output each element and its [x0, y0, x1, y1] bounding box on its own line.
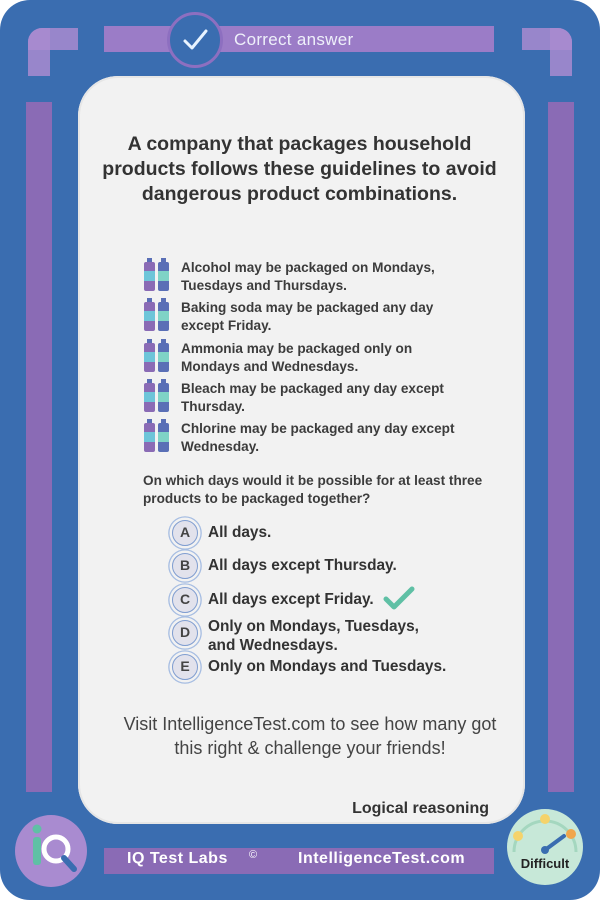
frame-right-side: [548, 102, 574, 792]
rule-text: Alcohol may be packaged on Mondays, Tuesdays and Thursdays.: [181, 260, 435, 293]
option-text: All days except Friday.: [208, 591, 374, 608]
copyright-symbol: ©: [249, 849, 258, 861]
rule-item: [142, 420, 472, 456]
option-text: Only on Mondays, Tuesdays, and Wednesdays.: [208, 618, 419, 654]
bottles-icon: [142, 339, 172, 373]
option-text: All days.: [208, 524, 272, 541]
bottles-icon: [142, 379, 172, 413]
iq-magnifier-logo: [15, 815, 87, 887]
difficulty-label: Difficult: [520, 856, 570, 871]
bottles-icon: [142, 298, 172, 332]
checkmark-icon: [382, 585, 416, 613]
option-text: Only on Mondays and Tuesdays.: [208, 658, 447, 675]
option-letter: A: [172, 520, 198, 546]
brand-site[interactable]: IntelligenceTest.com: [298, 850, 466, 867]
gauge-icon: [506, 808, 584, 886]
status-label: Correct answer: [234, 30, 354, 49]
option-letter: C: [172, 587, 198, 613]
question-prompt: On which days would it be possible for at least three products to be packaged together?: [143, 473, 483, 506]
bottles-icon: [142, 258, 172, 292]
check-icon: [170, 15, 220, 65]
rule-item: [142, 380, 472, 416]
bottles-icon: [142, 419, 172, 453]
rule-item: [142, 340, 472, 376]
option-letter: E: [172, 654, 198, 680]
logo-graphic: [15, 815, 87, 887]
rule-text: Bleach may be packaged any day except Thursday.: [181, 381, 444, 414]
option-letter: D: [172, 620, 198, 646]
frame-right-top-vertical: [550, 28, 572, 76]
frame-left-top-vertical: [28, 28, 50, 76]
frame-left-side: [26, 102, 52, 792]
rule-item: [142, 259, 472, 295]
visit-text: Visit IntelligenceTest.com to see how many got this right & challenge your friends!: [123, 714, 497, 758]
check-badge: [167, 12, 223, 68]
question-title: A company that packages household products follows these guidelines to avoid dangerous product combinations.: [102, 133, 497, 205]
category-label: Logical reasoning: [352, 800, 489, 817]
rule-text: Baking soda may be packaged any day except Friday.: [181, 300, 434, 333]
rule-item: [142, 299, 472, 335]
option-letter: B: [172, 553, 198, 579]
option-text: All days except Thursday.: [208, 557, 397, 574]
brand-name: IQ Test Labs: [127, 850, 228, 867]
rule-text: Chlorine may be packaged any day except Wednesday.: [181, 421, 455, 454]
rule-text: Ammonia may be packaged only on Mondays and Wednesdays.: [181, 341, 413, 374]
